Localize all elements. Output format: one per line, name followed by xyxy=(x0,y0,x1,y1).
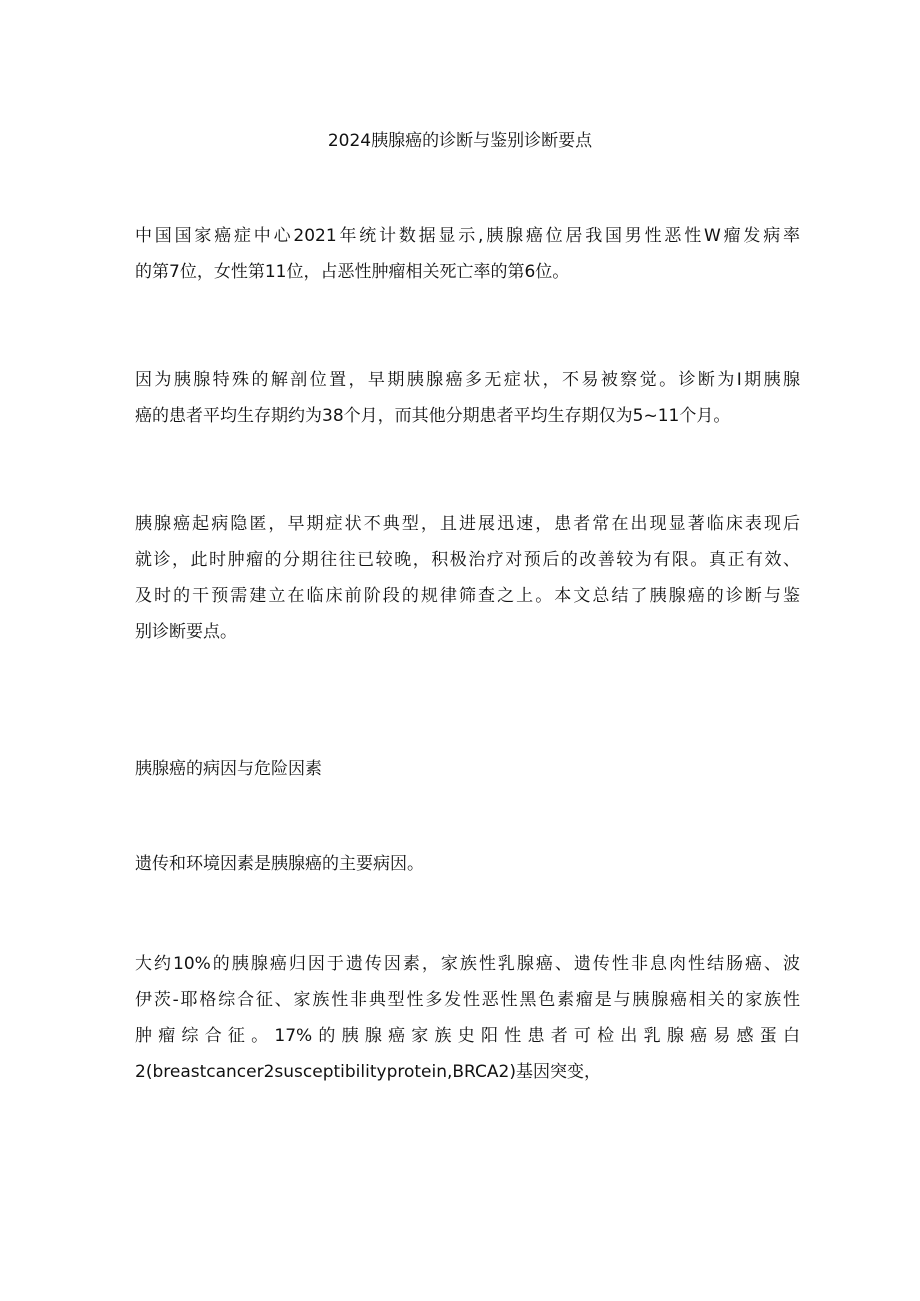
paragraph-line: 肿瘤综合征。17%的胰腺癌家族史阳性患者可检出乳腺癌易感蛋白 xyxy=(135,1026,800,1046)
paragraph-line: 因为胰腺特殊的解剖位置，早期胰腺癌多无症状，不易被察觉。诊断为I期胰腺 xyxy=(135,370,800,390)
paragraph-genetics xyxy=(135,946,800,1090)
paragraph-line: 大约10%的胰腺癌归因于遗传因素，家族性乳腺癌、遗传性非息肉性结肠癌、波 xyxy=(135,954,800,974)
document-title: 2024胰腺癌的诊断与鉴别诊断要点 xyxy=(327,131,593,151)
paragraph-causes xyxy=(135,846,800,882)
paragraph-line: 伊茨-耶格综合征、家族性非典型性多发性恶性黑色素瘤是与胰腺癌相关的家族性 xyxy=(135,990,800,1010)
paragraph-line: 癌的患者平均生存期约为38个月，而其他分期患者平均生存期仅为5~11个月。 xyxy=(135,406,731,426)
paragraph-onset xyxy=(135,506,800,650)
paragraph-line: 2(breastcancer2susceptibilityprotein,BRCA2)基因突变， xyxy=(135,1062,601,1082)
paragraph-line: 及时的干预需建立在临床前阶段的规律筛查之上。本文总结了胰腺癌的诊断与鉴 xyxy=(135,586,800,606)
paragraph-survival xyxy=(135,362,800,434)
paragraph-line: 胰腺癌起病隐匿，早期症状不典型，且进展迅速，患者常在出现显著临床表现后 xyxy=(135,514,800,534)
paragraph-line: 的第7位，女性第11位，占恶性肿瘤相关死亡率的第6位。 xyxy=(135,262,570,282)
paragraph-line: 中国国家癌症中心2021年统计数据显示,胰腺癌位居我国男性恶性W瘤发病率 xyxy=(135,226,800,246)
paragraph-line: 别诊断要点。 xyxy=(135,622,237,642)
paragraph-line: 就诊，此时肿瘤的分期往往已较晚，积极治疗对预后的改善较为有限。真正有效、 xyxy=(135,550,800,570)
paragraph-line: 遗传和环境因素是胰腺癌的主要病因。 xyxy=(135,854,424,874)
section-heading: 胰腺癌的病因与危险因素 xyxy=(135,759,322,779)
paragraph-statistics xyxy=(135,218,800,290)
